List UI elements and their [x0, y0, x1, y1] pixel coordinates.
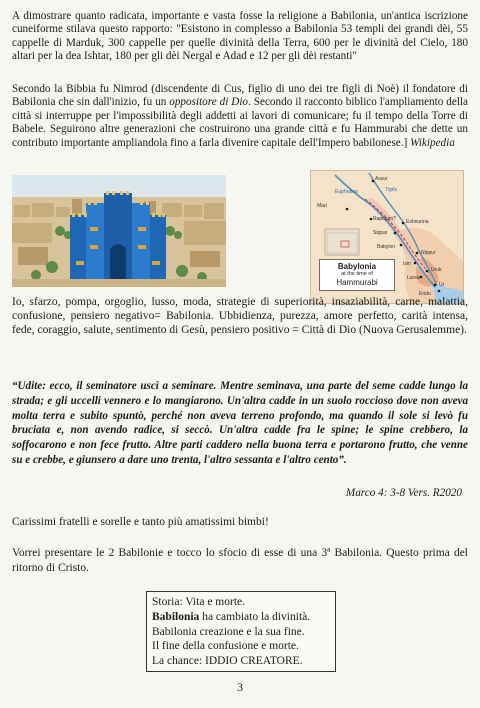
summary-line: Storia: Vita e morte. [152, 596, 245, 608]
map-place-label: Sippar [373, 230, 388, 236]
summary-line-rest: ha cambiato la divinità. [199, 610, 311, 623]
map-place-label: Rapiqum? [373, 216, 396, 222]
map-caption-name: Hammurabi [336, 278, 378, 287]
map-place-label: Eridu [419, 291, 431, 297]
map-caption [319, 259, 395, 291]
intro-paragraph: A dimostrare quanto radicata, importante e vasta fosse la religione a Babilonia, un'antica iscrizione cuneiforme stilava questo rapporto: "Esistono in complesso a Babilonia 53 templi dei grandi dèi, 55 cappelle di Marduk, 300 cappelle per quelle divinità della Terra, 600 per le divinità del Cielo, 180 altari per la dea Ishtar, 180 per gli dèi Nergal e Adad e 12 per gli dèi restanti" [12, 10, 468, 63]
nimrod-text-1: Secondo la Bibbia fu Nimrod (discendente di Cus, figlio di uno dei tre figli di Noè) il fondatore di Babilonia che sin dall'inizio, fu un [12, 83, 468, 109]
bible-quote: “Udite: ecco, il seminatore uscì a seminare. Mentre seminava, una parte del seme cadde lungo la strada; e gli uccelli vennero e lo mangiarono. Un'altra cadde in un suolo roccioso dove non aveva molta terra e subito spuntò, perché non aveva terreno profondo, ma quando il sole si levò fu bruciata e, non avendo radice, si seccò. Un'altra cadde fra le spine; le spine crebbero, la soffocarono e non fece frutto. Altre parti caddero nella buona terra e portarono frutto, che venne su e crebbe, e giunsero a dare uno trenta, l'altro sessanta e l'altro cento”. [12, 380, 468, 466]
wikipedia-source: Wikipedia [410, 136, 455, 149]
quote-reference: Marco 4: 3-8 Vers. R2020 [345, 487, 462, 499]
map-place-label: Larsa [407, 275, 420, 281]
map-place-label: Nippur [421, 250, 436, 256]
nimrod-text-2: . Secondo il racconto biblico l'ampliamento della città si interruppe per l'impossibilità degli addetti ai lavori di comunicare; fu il tempo della Torre di Babele. Seguirono altre generazioni che costruirono una grande città e fu Hammurabi che dette un contributo importante ampliandola fino a farla divenire capitale dell'Impero babilonese.] [12, 96, 468, 149]
greeting: Carissimi fratelli e sorelle e tanto più amatissimi bimbi! [12, 516, 269, 528]
page-number: 3 [237, 680, 243, 694]
map-river-label: Euphrates [335, 189, 358, 195]
nimrod-paragraph [12, 83, 468, 150]
map-place-label: Uruk [431, 267, 442, 273]
map-place-label: Isin [403, 261, 411, 267]
summary-line: Il fine della confusione e morte. [152, 640, 299, 653]
map-caption-subtitle: at the time of [341, 271, 373, 277]
babylonia-map [310, 170, 464, 304]
babylon-illustration-svg [12, 175, 226, 287]
summary-line: La chance: IDDIO CREATORE. [152, 655, 303, 668]
nimrod-emphasis: oppositore di Dio [169, 96, 249, 109]
map-place-label: Assur [375, 176, 388, 182]
map-place-label: Ur [439, 282, 445, 288]
map-river-label: Tigris [385, 187, 398, 193]
contrast-paragraph: Io, sfarzo, pompa, orgoglio, lusso, moda, strategie di superiorità, insaziabilità, carne, malattia, confusione, pensiero negativo= Babilonia. Ubbidienza, purezza, amore perfetto, carità intensa, fede, coraggio, salute, sentimento di Gesù, pensiero positivo = Città di Dio (Nuova Gerusalemme). [12, 296, 468, 337]
map-place-label: Eshnunna [406, 219, 429, 225]
map-place-label: Mari [317, 203, 327, 209]
babylon-city-illustration [12, 175, 226, 287]
summary-box [146, 591, 336, 672]
map-caption-title: Babylonia [337, 262, 377, 271]
summary-bold-word: Babilonia [152, 610, 200, 623]
summary-line [152, 610, 330, 625]
map-place-label: Babylon [377, 244, 396, 250]
presentation-paragraph: Vorrei presentare le 2 Babilonie e tocco lo sfocio di esse di una 3ª Babilonia. Questo prima del ritorno di Cristo. [12, 547, 468, 574]
summary-line: Babilonia creazione e la sua fine. [152, 625, 305, 638]
